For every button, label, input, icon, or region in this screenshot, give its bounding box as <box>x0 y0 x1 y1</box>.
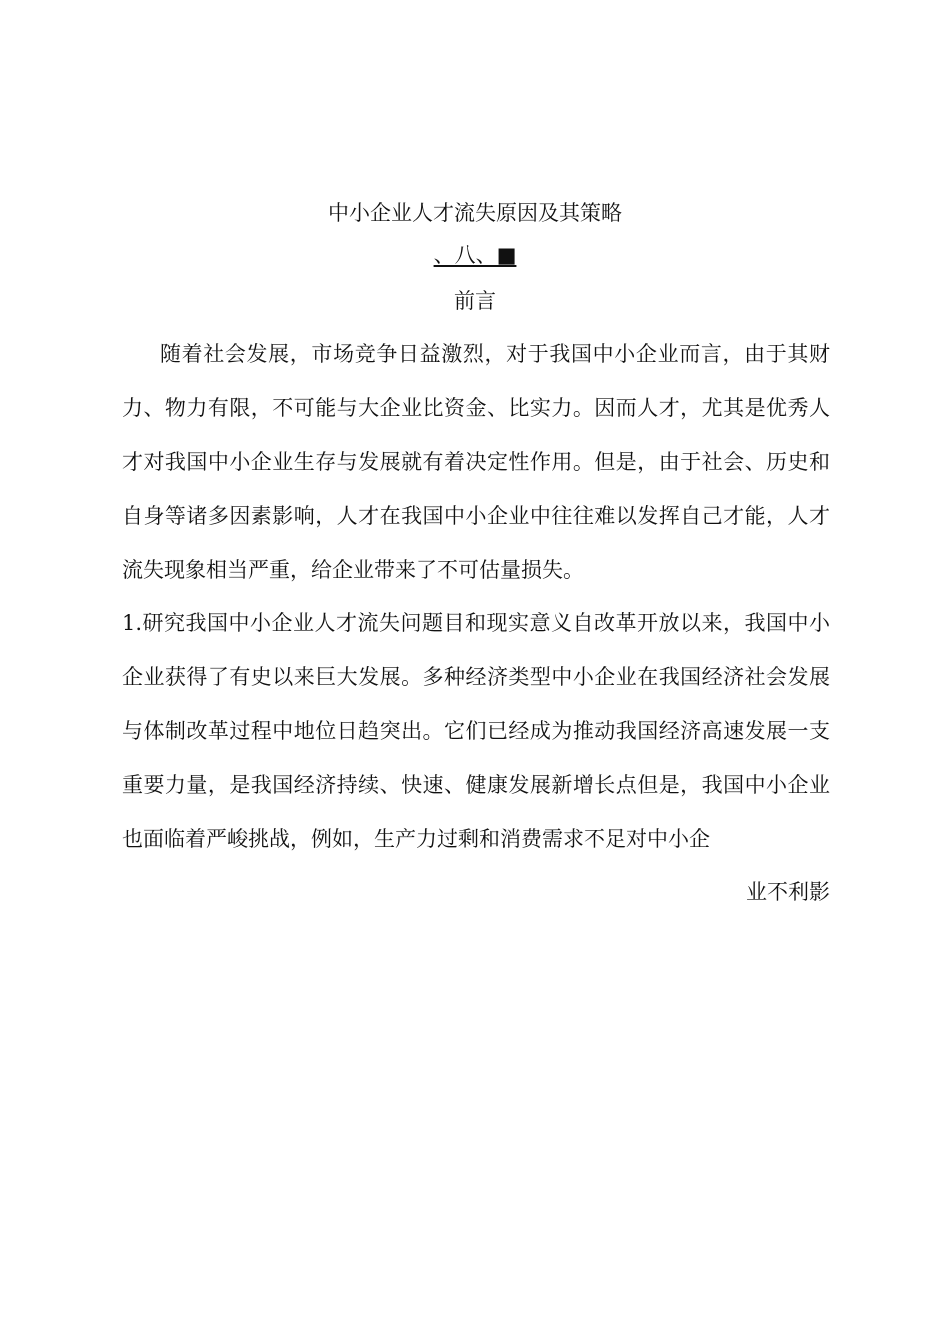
preface-heading: 前言 <box>454 289 496 313</box>
paragraph-intro: 随着社会发展，市场竞争日益激烈，对于我国中小企业而言，由于其财力、物力有限，不可能与大企业比资金、比实力。因而人才，尤其是优秀人才对我国中小企业生存与发展就有着决定性作用。但是，由于社会、历史和自身等诸多因素影响，人才在我国中小企业中往往难以发挥自己才能，人才流失现象相当严重，给企业带来了不可估量损失。 <box>122 342 830 582</box>
document-subtitle <box>0 241 950 269</box>
document-title: 中小企业人才流失原因及其策略 <box>328 201 622 225</box>
subtitle-text: 、八、■ <box>433 243 517 267</box>
paragraph-continuation: 业不利影 <box>746 880 830 904</box>
paragraph-section-1: 1.研究我国中小企业人才流失问题目和现实意义自改革开放以来，我国中小企业获得了有史以来巨大发展。多种经济类型中小企业在我国经济社会发展与体制改革过程中地位日趋突出。它们已经成为推动我国经济高速发展一支重要力量，是我国经济持续、快速、健康发展新增长点但是，我国中小企业也面临着严峻挑战，例如，生产力过剩和消费需求不足对中小企 <box>122 611 830 851</box>
